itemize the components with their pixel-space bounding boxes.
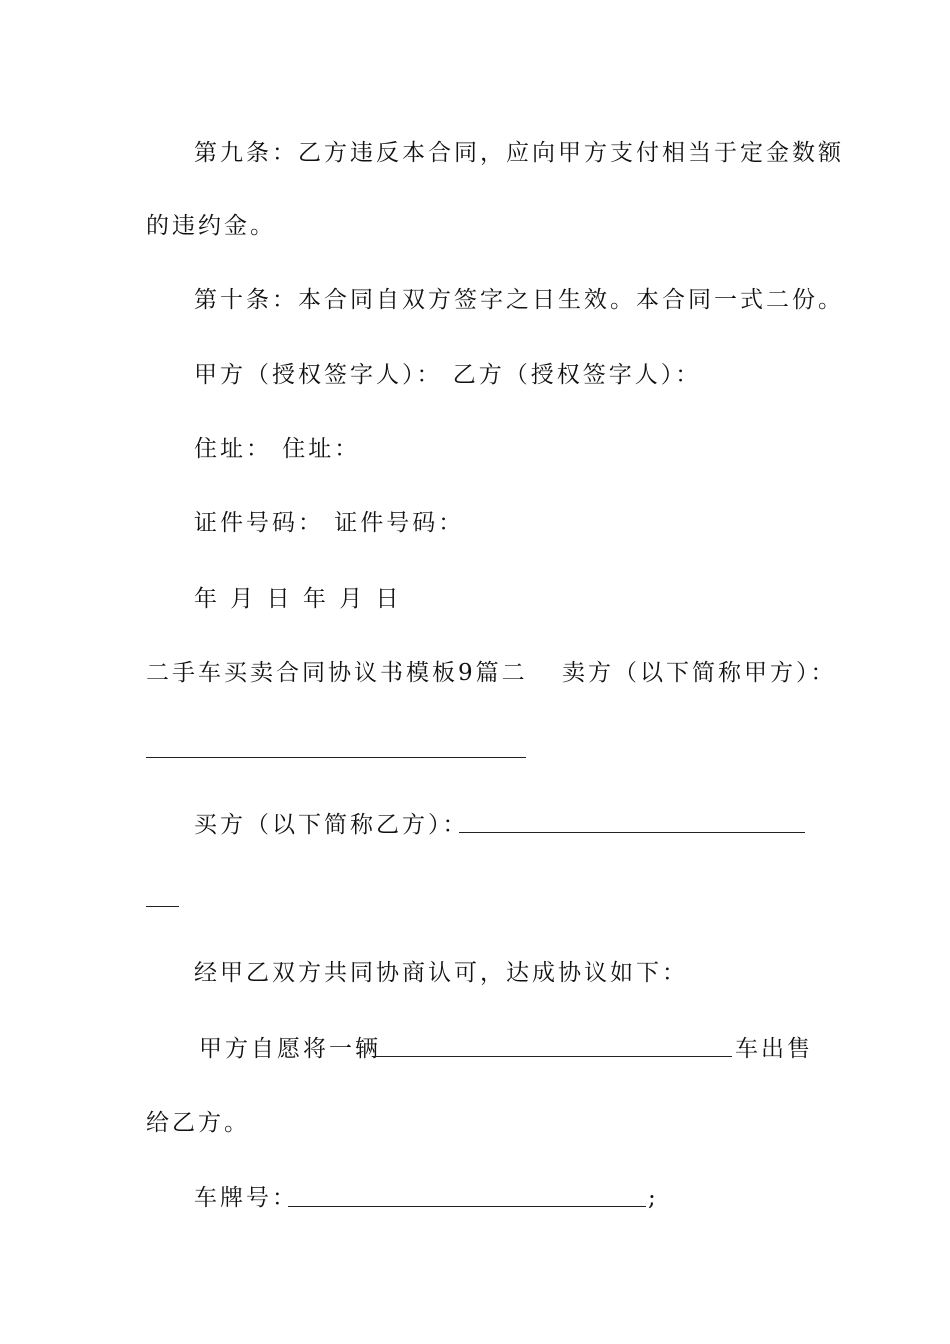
agreement-intro: 经甲乙双方共同协商认可，达成协议如下： [194, 960, 688, 986]
signatory-label: 甲方（授权签字人）： 乙方（授权签字人）： [194, 362, 702, 388]
plate-suffix: ; [648, 1185, 659, 1211]
seller-blank-line [146, 757, 526, 758]
buyer-blank-line [459, 832, 805, 833]
vehicle-blank-line [372, 1056, 732, 1057]
id-number-label: 证件号码： 证件号码： [194, 510, 465, 536]
sale-prefix: 甲方自愿将一辆 [199, 1036, 381, 1062]
plate-label: 车牌号： [194, 1185, 298, 1211]
article-10: 第十条：本合同自双方签字之日生效。本合同一式二份。 [194, 287, 844, 313]
sale-line-2: 给乙方。 [146, 1110, 250, 1136]
date-label: 年 月 日 年 月 日 [194, 586, 402, 612]
article-9-line-1: 第九条：乙方违反本合同，应向甲方支付相当于定金数额 [194, 140, 844, 166]
sale-suffix: 车出售 [735, 1036, 813, 1062]
buyer-blank-line-continued [146, 906, 179, 907]
seller-label: 卖方（以下简称甲方）： [562, 660, 837, 686]
article-9-line-2: 的违约金。 [146, 213, 276, 239]
section-title: 二手车买卖合同协议书模板9篇二 [146, 660, 528, 686]
plate-blank-line [288, 1206, 646, 1207]
buyer-label: 买方（以下简称乙方）： [194, 812, 469, 838]
address-label: 住址： 住址： [194, 436, 361, 462]
